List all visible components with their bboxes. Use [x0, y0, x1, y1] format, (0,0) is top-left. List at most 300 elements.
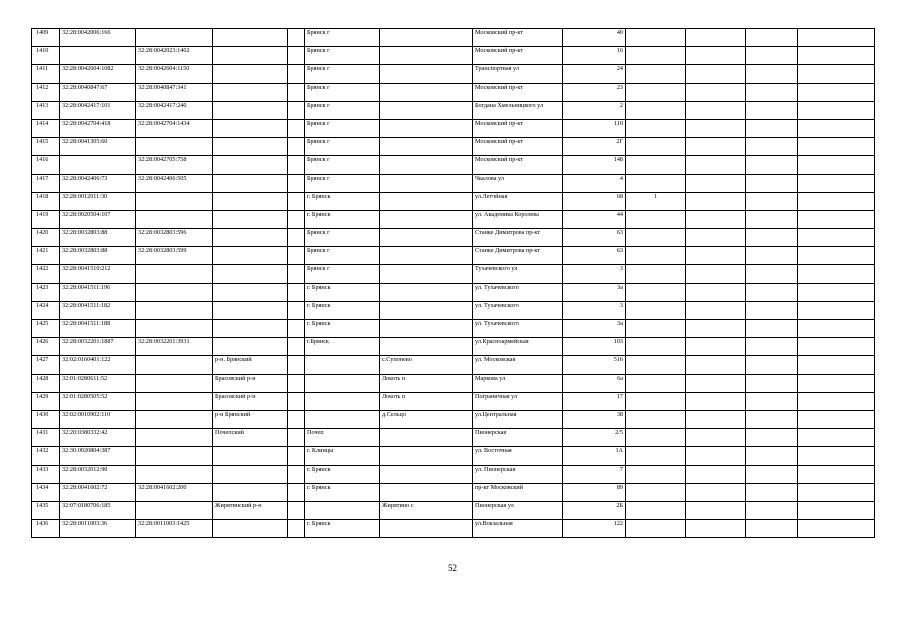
- cell-street: ул.Вокзальная: [473, 520, 563, 538]
- cell-num: 1410: [32, 47, 60, 65]
- cell-district: [213, 65, 288, 83]
- cell-locality1: г. Брянск: [305, 210, 380, 228]
- cell-district: [213, 210, 288, 228]
- cell-extra: [626, 320, 686, 338]
- cell-street: Пионерская ул: [473, 501, 563, 519]
- cell-empty: [686, 229, 746, 247]
- cell-locality2: [380, 119, 473, 137]
- cell-locality1: Брянск г: [305, 247, 380, 265]
- cell-empty: [686, 192, 746, 210]
- cell-empty: [798, 210, 875, 228]
- cell-empty: [798, 101, 875, 119]
- cell-house: 63: [563, 247, 626, 265]
- cell-locality1: Почеп: [305, 429, 380, 447]
- cell-empty: [798, 83, 875, 101]
- cell-street: Тухачевского ул: [473, 265, 563, 283]
- cell-locality2: [380, 101, 473, 119]
- cell-empty: [288, 356, 305, 374]
- cell-kn1: 32:07:0180706:185: [60, 501, 136, 519]
- cell-extra: [626, 465, 686, 483]
- cell-empty: [686, 320, 746, 338]
- cell-locality2: [380, 483, 473, 501]
- cell-locality2: [380, 520, 473, 538]
- cell-street: ул. Тухачевского: [473, 301, 563, 319]
- cell-empty: [798, 301, 875, 319]
- cell-num: 1436: [32, 520, 60, 538]
- cell-extra: [626, 410, 686, 428]
- cell-empty: [288, 501, 305, 519]
- cell-empty: [798, 374, 875, 392]
- cell-street: ул. Пионерская: [473, 465, 563, 483]
- cell-empty: [798, 338, 875, 356]
- cell-kn1: 32:28:0032201:1887: [60, 338, 136, 356]
- cell-district: [213, 229, 288, 247]
- cell-kn1: 32:28:0020504:107: [60, 210, 136, 228]
- cell-extra: [626, 374, 686, 392]
- cell-locality1: Брянск г: [305, 174, 380, 192]
- table-row: [32, 247, 875, 265]
- cell-street: ул. Московская: [473, 356, 563, 374]
- cell-empty: [798, 356, 875, 374]
- cell-locality2: [380, 301, 473, 319]
- table-row: [32, 429, 875, 447]
- table-row: [32, 374, 875, 392]
- cell-num: 1430: [32, 410, 60, 428]
- cell-house: 2: [563, 101, 626, 119]
- cell-locality1: Брянск г: [305, 83, 380, 101]
- cell-house: 148: [563, 156, 626, 174]
- cell-kn2: 32:28:0042705:758: [136, 156, 213, 174]
- cell-locality1: г. Брянск: [305, 283, 380, 301]
- cell-street: Пограничная ул: [473, 392, 563, 410]
- cell-empty: [798, 247, 875, 265]
- table-row: [32, 210, 875, 228]
- cell-extra: [626, 356, 686, 374]
- cell-locality2: [380, 29, 473, 47]
- cell-empty: [686, 447, 746, 465]
- cell-empty: [686, 483, 746, 501]
- cell-house: 89: [563, 483, 626, 501]
- cell-extra: [626, 247, 686, 265]
- cell-locality1: [305, 374, 380, 392]
- cell-empty: [686, 465, 746, 483]
- cell-street: Московский пр-кт: [473, 119, 563, 137]
- cell-street: Московский пр-кт: [473, 83, 563, 101]
- cell-empty: [288, 301, 305, 319]
- cell-empty: [686, 156, 746, 174]
- cell-district: [213, 192, 288, 210]
- cell-locality1: Брянск г: [305, 119, 380, 137]
- cell-empty: [798, 520, 875, 538]
- cell-kn1: [60, 156, 136, 174]
- cell-extra: [626, 47, 686, 65]
- cell-num: 1432: [32, 447, 60, 465]
- cell-num: 1424: [32, 301, 60, 319]
- cell-locality2: [380, 338, 473, 356]
- cell-kn2: [136, 356, 213, 374]
- table-row: [32, 156, 875, 174]
- cell-empty: [686, 392, 746, 410]
- cell-empty: [746, 392, 798, 410]
- cell-locality2: [380, 247, 473, 265]
- cell-kn2: [136, 410, 213, 428]
- cell-empty: [288, 265, 305, 283]
- cell-locality2: [380, 320, 473, 338]
- table-row: [32, 338, 875, 356]
- cell-empty: [288, 465, 305, 483]
- cell-street: Богдана Хмельницкого ул: [473, 101, 563, 119]
- cell-district: [213, 283, 288, 301]
- cell-extra: [626, 501, 686, 519]
- page-number: 52: [448, 563, 457, 573]
- cell-district: [213, 119, 288, 137]
- cell-locality1: г. Брянск: [305, 520, 380, 538]
- cell-empty: [798, 192, 875, 210]
- table-row: [32, 174, 875, 192]
- cell-empty: [288, 447, 305, 465]
- cell-empty: [686, 429, 746, 447]
- cell-empty: [746, 265, 798, 283]
- cell-num: 1427: [32, 356, 60, 374]
- cell-district: Брасовский р-н: [213, 374, 288, 392]
- cell-extra: [626, 138, 686, 156]
- cell-locality2: Локоть п: [380, 392, 473, 410]
- cell-empty: [686, 501, 746, 519]
- registry-table-body: [32, 29, 875, 538]
- cell-street: ул.Центральная: [473, 410, 563, 428]
- cell-empty: [288, 29, 305, 47]
- cell-empty: [288, 392, 305, 410]
- table-row: [32, 47, 875, 65]
- cell-locality2: [380, 229, 473, 247]
- cell-empty: [746, 29, 798, 47]
- cell-kn2: 32:28:0042704:1434: [136, 119, 213, 137]
- cell-empty: [288, 520, 305, 538]
- cell-empty: [686, 265, 746, 283]
- cell-locality2: Жирятино с: [380, 501, 473, 519]
- cell-empty: [746, 192, 798, 210]
- table-row: [32, 320, 875, 338]
- table-row: [32, 65, 875, 83]
- cell-num: 1426: [32, 338, 60, 356]
- cell-house: 122: [563, 520, 626, 538]
- cell-street: Московский пр-кт: [473, 138, 563, 156]
- cell-house: 6а: [563, 374, 626, 392]
- cell-empty: [288, 192, 305, 210]
- cell-empty: [746, 247, 798, 265]
- cell-street: Чкалова ул: [473, 174, 563, 192]
- cell-num: 1409: [32, 29, 60, 47]
- cell-district: Брасовский р-н: [213, 392, 288, 410]
- cell-district: [213, 29, 288, 47]
- cell-empty: [288, 429, 305, 447]
- cell-house: 44: [563, 210, 626, 228]
- cell-locality1: Брянск г: [305, 265, 380, 283]
- cell-empty: [288, 374, 305, 392]
- cell-street: Маркова ул: [473, 374, 563, 392]
- cell-kn2: 32:28:0041602:200: [136, 483, 213, 501]
- cell-empty: [686, 101, 746, 119]
- cell-house: 63: [563, 229, 626, 247]
- cell-empty: [686, 29, 746, 47]
- cell-empty: [798, 392, 875, 410]
- cell-num: 1433: [32, 465, 60, 483]
- cell-house: 2Б: [563, 501, 626, 519]
- cell-house: 17: [563, 392, 626, 410]
- cell-kn2: [136, 265, 213, 283]
- cell-extra: [626, 483, 686, 501]
- cell-empty: [288, 247, 305, 265]
- cell-kn2: 32:28:0042406:505: [136, 174, 213, 192]
- cell-empty: [288, 410, 305, 428]
- cell-empty: [746, 520, 798, 538]
- cell-street: ул. Тухачевского: [473, 283, 563, 301]
- cell-extra: [626, 156, 686, 174]
- table-row: [32, 483, 875, 501]
- cell-locality2: [380, 65, 473, 83]
- cell-district: [213, 338, 288, 356]
- table-row: [32, 520, 875, 538]
- cell-empty: [798, 501, 875, 519]
- cell-district: [213, 138, 288, 156]
- table-row: [32, 283, 875, 301]
- cell-district: [213, 47, 288, 65]
- cell-extra: [626, 174, 686, 192]
- cell-empty: [746, 429, 798, 447]
- cell-kn1: 32:28:0041510:212: [60, 265, 136, 283]
- cell-kn2: [136, 192, 213, 210]
- cell-empty: [288, 483, 305, 501]
- cell-empty: [686, 374, 746, 392]
- cell-num: 1420: [32, 229, 60, 247]
- cell-house: 7: [563, 465, 626, 483]
- cell-locality1: г. Брянск: [305, 192, 380, 210]
- cell-kn1: 32:28:0042417:101: [60, 101, 136, 119]
- cell-house: 68: [563, 192, 626, 210]
- cell-empty: [798, 283, 875, 301]
- cell-kn1: 32:02:0160401:122: [60, 356, 136, 374]
- cell-kn1: 32:28:0041511:188: [60, 320, 136, 338]
- cell-extra: [626, 429, 686, 447]
- cell-empty: [686, 301, 746, 319]
- cell-street: пр-кт Московский: [473, 483, 563, 501]
- cell-extra: [626, 265, 686, 283]
- table-row: [32, 356, 875, 374]
- cell-locality1: [305, 392, 380, 410]
- cell-extra: [626, 229, 686, 247]
- cell-kn2: 32:28:0040847:341: [136, 83, 213, 101]
- cell-extra: [626, 210, 686, 228]
- cell-kn1: 32:20:0380332:42: [60, 429, 136, 447]
- cell-empty: [746, 283, 798, 301]
- cell-kn2: 32:28:0042604:1150: [136, 65, 213, 83]
- cell-kn2: [136, 374, 213, 392]
- cell-empty: [686, 356, 746, 374]
- cell-empty: [746, 156, 798, 174]
- cell-house: 110: [563, 119, 626, 137]
- cell-empty: [288, 65, 305, 83]
- cell-street: Станке Димитрова пр-кт: [473, 247, 563, 265]
- cell-kn1: 32:28:0041511:182: [60, 301, 136, 319]
- cell-district: Почепский: [213, 429, 288, 447]
- cell-house: 516: [563, 356, 626, 374]
- cell-empty: [686, 338, 746, 356]
- cell-kn2: [136, 465, 213, 483]
- cell-district: [213, 265, 288, 283]
- cell-extra: [626, 338, 686, 356]
- table-row: [32, 447, 875, 465]
- cell-district: Жирятинский р-н: [213, 501, 288, 519]
- cell-num: 1412: [32, 83, 60, 101]
- cell-empty: [746, 483, 798, 501]
- cell-empty: [746, 101, 798, 119]
- cell-empty: [746, 229, 798, 247]
- cell-street: ул. Академика Королева: [473, 210, 563, 228]
- cell-district: [213, 101, 288, 119]
- cell-locality1: Брянск г: [305, 229, 380, 247]
- cell-kn2: 32:28:0032803:596: [136, 229, 213, 247]
- cell-locality1: Брянск г: [305, 138, 380, 156]
- cell-street: Московский пр-кт: [473, 47, 563, 65]
- cell-empty: [746, 374, 798, 392]
- cell-locality1: Брянск г: [305, 65, 380, 83]
- cell-empty: [798, 465, 875, 483]
- cell-district: р-н. Брянский: [213, 356, 288, 374]
- cell-locality2: [380, 47, 473, 65]
- cell-num: 1418: [32, 192, 60, 210]
- cell-empty: [798, 447, 875, 465]
- cell-locality1: Брянск г: [305, 101, 380, 119]
- cell-num: 1419: [32, 210, 60, 228]
- cell-locality2: [380, 138, 473, 156]
- cell-empty: [288, 320, 305, 338]
- cell-kn1: 32:28:0041511:196: [60, 283, 136, 301]
- cell-empty: [686, 119, 746, 137]
- cell-house: 38: [563, 410, 626, 428]
- cell-district: [213, 320, 288, 338]
- cell-extra: [626, 283, 686, 301]
- cell-district: [213, 247, 288, 265]
- cell-house: 40: [563, 29, 626, 47]
- cell-extra: [626, 392, 686, 410]
- cell-empty: [798, 119, 875, 137]
- cell-empty: [746, 465, 798, 483]
- cell-kn1: 32:30:0020804:387: [60, 447, 136, 465]
- cell-kn2: [136, 210, 213, 228]
- cell-empty: [686, 83, 746, 101]
- cell-empty: [686, 410, 746, 428]
- cell-empty: [686, 283, 746, 301]
- cell-locality1: г. Брянск: [305, 483, 380, 501]
- cell-house: 16: [563, 47, 626, 65]
- cell-empty: [288, 101, 305, 119]
- cell-kn2: 32:28:0032201:3931: [136, 338, 213, 356]
- cell-empty: [746, 174, 798, 192]
- registry-table: [31, 28, 875, 538]
- cell-street: Московский пр-кт: [473, 29, 563, 47]
- cell-locality2: д.Сельцо: [380, 410, 473, 428]
- cell-locality2: Локоть п: [380, 374, 473, 392]
- table-row: [32, 501, 875, 519]
- cell-district: [213, 465, 288, 483]
- cell-empty: [798, 138, 875, 156]
- table-row: [32, 410, 875, 428]
- cell-kn2: 32:28:0011003:1425: [136, 520, 213, 538]
- cell-empty: [798, 156, 875, 174]
- cell-kn1: 32:28:0041602:72: [60, 483, 136, 501]
- cell-kn1: 32:28:0032012:90: [60, 465, 136, 483]
- cell-kn1: [60, 47, 136, 65]
- cell-empty: [288, 156, 305, 174]
- cell-num: 1416: [32, 156, 60, 174]
- cell-empty: [746, 83, 798, 101]
- cell-extra: [626, 119, 686, 137]
- table-row: [32, 138, 875, 156]
- cell-street: ул. Тухачевского: [473, 320, 563, 338]
- cell-num: 1425: [32, 320, 60, 338]
- cell-kn2: [136, 501, 213, 519]
- cell-kn2: [136, 320, 213, 338]
- cell-house: 2/5: [563, 429, 626, 447]
- cell-empty: [288, 210, 305, 228]
- cell-house: 3: [563, 265, 626, 283]
- cell-empty: [686, 210, 746, 228]
- table-row: [32, 119, 875, 137]
- cell-kn2: [136, 29, 213, 47]
- cell-num: 1429: [32, 392, 60, 410]
- cell-house: 4: [563, 174, 626, 192]
- cell-kn2: [136, 283, 213, 301]
- cell-kn1: 32:01:0280505:52: [60, 392, 136, 410]
- cell-num: 1413: [32, 101, 60, 119]
- cell-district: [213, 301, 288, 319]
- cell-locality1: г.Брянск: [305, 338, 380, 356]
- cell-kn2: 32:28:0042023:1402: [136, 47, 213, 65]
- cell-kn1: 32:28:0032803:88: [60, 247, 136, 265]
- cell-num: 1423: [32, 283, 60, 301]
- cell-num: 1417: [32, 174, 60, 192]
- cell-kn2: 32:28:0032803:599: [136, 247, 213, 265]
- cell-extra: [626, 101, 686, 119]
- cell-empty: [288, 283, 305, 301]
- cell-kn1: 32:01:0280611:52: [60, 374, 136, 392]
- cell-empty: [686, 47, 746, 65]
- cell-num: 1414: [32, 119, 60, 137]
- cell-num: 1428: [32, 374, 60, 392]
- cell-street: ул.Красноармейская: [473, 338, 563, 356]
- cell-extra: [626, 65, 686, 83]
- cell-kn1: 32:28:0032803:88: [60, 229, 136, 247]
- cell-empty: [746, 447, 798, 465]
- cell-kn2: [136, 429, 213, 447]
- cell-extra: [626, 83, 686, 101]
- cell-district: р-н Брянский: [213, 410, 288, 428]
- cell-locality2: [380, 156, 473, 174]
- cell-district: [213, 174, 288, 192]
- cell-house: 24: [563, 65, 626, 83]
- cell-locality2: с.Супонево: [380, 356, 473, 374]
- cell-empty: [798, 429, 875, 447]
- cell-empty: [798, 174, 875, 192]
- cell-house: 3а: [563, 320, 626, 338]
- cell-num: 1422: [32, 265, 60, 283]
- cell-empty: [746, 65, 798, 83]
- cell-kn2: [136, 392, 213, 410]
- cell-house: 3а: [563, 283, 626, 301]
- cell-house: 1А: [563, 447, 626, 465]
- cell-locality2: [380, 429, 473, 447]
- cell-kn1: 32:28:0041305:60: [60, 138, 136, 156]
